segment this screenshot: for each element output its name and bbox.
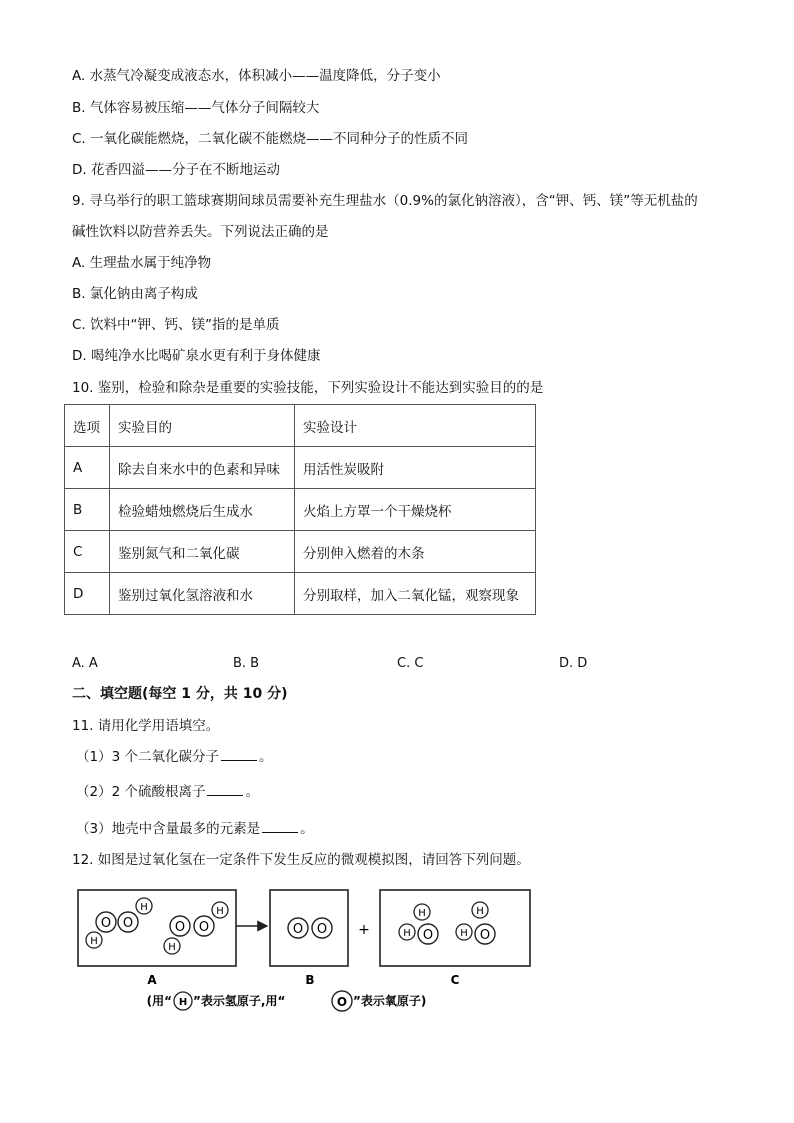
hydrogen-atom-label: H [476,906,484,917]
plus-sign: + [358,922,370,938]
box-b [270,890,348,966]
table-cell: B [65,489,110,531]
q9-option-d: D. 喝纯净水比喝矿泉水更有利于身体健康 [72,348,321,364]
oxygen-atom-label: O [100,916,112,931]
q11-item-3-text: （3）地壳中含量最多的元素是 [76,821,261,837]
q11-stem: 11. 请用化学用语填空。 [72,718,220,734]
oxygen-atom-label: O [122,916,134,931]
hydrogen-atom-label: H [140,902,148,913]
table-cell: D [65,573,110,615]
q11-item-2-text: （2）2 个硫酸根离子 [76,784,206,800]
table-cell: 用活性炭吸附 [295,447,536,489]
q8-option-a: A. 水蒸气冷凝变成液态水，体积减小——温度降低，分子变小 [72,68,441,84]
oxygen-atom-label: O [479,928,491,943]
answer-blank[interactable] [262,819,298,833]
hydrogen-atom-label: H [460,928,468,939]
table-cell: A [65,447,110,489]
oxygen-atom-label: O [198,920,210,935]
q9-option-c: C. 饮料中“钾、钙、镁”指的是单质 [72,317,280,333]
q11-item-1 [76,747,272,767]
table-cell: 分别伸入燃着的木条 [295,531,536,573]
table-cell: 鉴别氮气和二氧化碳 [110,531,295,573]
box-c-label: C [450,973,460,987]
caption-hydrogen-label: H [178,997,188,1008]
q11-item-2 [76,782,259,802]
box-b-label: B [305,973,315,987]
hydrogen-atom-label: H [168,942,176,953]
table-cell: 除去自来水中的色素和异味 [110,447,295,489]
q11-item-1-end: 。 [258,749,273,765]
hydrogen-atom-label: H [216,906,224,917]
table-row [65,531,536,573]
q9-option-a: A. 生理盐水属于纯净物 [72,255,212,271]
header-option: 选项 [65,405,110,447]
table-cell: C [65,531,110,573]
q11-item-3 [76,819,314,839]
q11-item-2-end: 。 [245,784,259,800]
q10-answer-a: A. A [72,656,98,671]
q10-stem: 10. 鉴别，检验和除杂是重要的实验技能，下列实验设计不能达到实验目的的是 [72,380,544,396]
diagram-caption [147,991,427,1011]
header-design: 实验设计 [295,405,536,447]
table-cell: 检验蜡烛燃烧后生成水 [110,489,295,531]
hydrogen-atom-label: H [403,928,411,939]
box-c-molecules [399,902,495,944]
caption-part-3: ”表示氧原子) [353,994,427,1008]
q10-answer-d: D. D [559,656,588,671]
q8-option-d: D. 花香四溢——分子在不断地运动 [72,162,280,178]
caption-oxygen-label: O [336,995,348,1009]
experiment-table [64,404,536,615]
q9-stem-line1: 9. 寻乌举行的职工篮球赛期间球员需要补充生理盐水（0.9%的氯化钠溶液），含“钾、钙、镁”等无机盐的 [72,193,698,209]
q11-item-1-text: （1）3 个二氧化碳分子 [76,749,219,765]
q11-item-3-end: 。 [300,821,314,837]
table-row [65,489,536,531]
caption-part-2: ”表示氢原子,用“ [193,994,286,1008]
table-header-row [65,405,536,447]
hydrogen-atom-label: H [90,936,98,947]
q9-option-b: B. 氯化钠由离子构成 [72,286,198,302]
answer-blank[interactable] [221,747,257,761]
table-row [65,447,536,489]
table-cell: 鉴别过氧化氢溶液和水 [110,573,295,615]
table-row [65,573,536,615]
q8-option-c: C. 一氧化碳能燃烧，二氧化碳不能燃烧——不同种分子的性质不同 [72,131,469,147]
box-a-molecules [86,898,228,954]
oxygen-atom-label: O [316,922,328,937]
q12-stem: 12. 如图是过氧化氢在一定条件下发生反应的微观模拟图，请回答下列问题。 [72,852,530,868]
answer-blank[interactable] [207,782,243,796]
section-heading: 二、填空题(每空 1 分，共 10 分) [72,686,288,702]
q10-answer-c: C. C [397,656,424,671]
oxygen-atom-label: O [174,920,186,935]
table-cell: 火焰上方罩一个干燥烧杯 [295,489,536,531]
q9-stem-line2: 碱性饮料以防营养丢失。下列说法正确的是 [72,224,329,240]
header-purpose: 实验目的 [110,405,295,447]
table-cell: 分别取样，加入二氧化锰，观察现象 [295,573,536,615]
caption-part-1: (用“ [146,994,172,1008]
oxygen-atom-label: O [422,928,434,943]
reaction-diagram [72,884,542,1014]
oxygen-atom-label: O [292,922,304,937]
box-a-label: A [147,973,157,987]
q10-answer-b: B. B [233,656,260,671]
q8-option-b: B. 气体容易被压缩——气体分子间隔较大 [72,100,320,116]
hydrogen-atom-label: H [418,908,426,919]
